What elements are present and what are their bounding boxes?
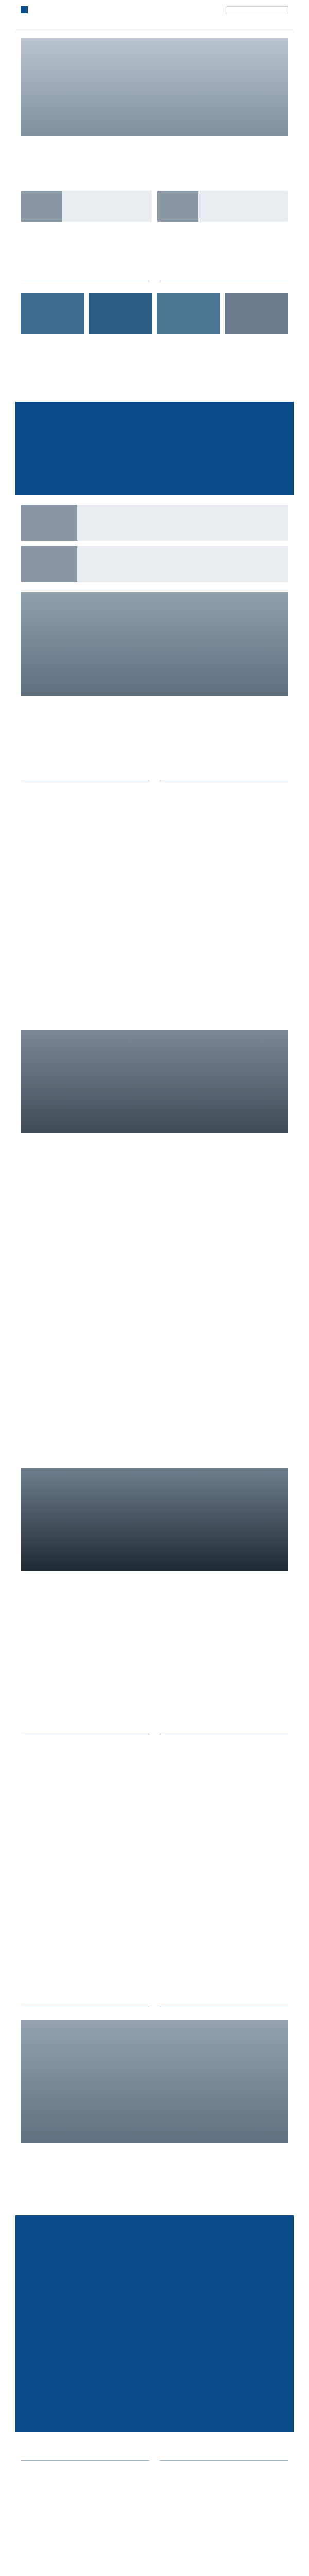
video-tile[interactable] xyxy=(89,293,152,334)
teaser-card[interactable] xyxy=(21,191,152,222)
main-nav xyxy=(21,21,288,28)
teaser-card[interactable] xyxy=(157,191,288,222)
summary-box xyxy=(15,402,294,495)
search-input[interactable] xyxy=(226,6,288,14)
section-heading xyxy=(21,773,288,788)
live-carousel xyxy=(21,293,288,334)
section-heading xyxy=(21,2452,288,2468)
teaser-image xyxy=(157,191,198,222)
article-image-large[interactable] xyxy=(21,2020,288,2143)
article-image xyxy=(21,505,77,541)
section-heading xyxy=(21,273,288,289)
hero-image[interactable] xyxy=(21,38,288,136)
logo[interactable] xyxy=(21,6,28,13)
broadcasts-band xyxy=(15,2215,294,2432)
section-heading xyxy=(21,1999,288,2014)
header xyxy=(15,0,294,32)
article-image xyxy=(21,546,77,582)
section-heading xyxy=(21,1726,288,1741)
article-image-large[interactable] xyxy=(21,1030,288,1133)
teaser-image xyxy=(21,191,62,222)
video-tile[interactable] xyxy=(225,293,288,334)
video-tile[interactable] xyxy=(21,293,84,334)
article-image-large[interactable] xyxy=(21,1468,288,1571)
video-tile[interactable] xyxy=(157,293,220,334)
article-card[interactable] xyxy=(21,505,288,541)
article-image-large[interactable] xyxy=(21,592,288,696)
article-card[interactable] xyxy=(21,546,288,582)
